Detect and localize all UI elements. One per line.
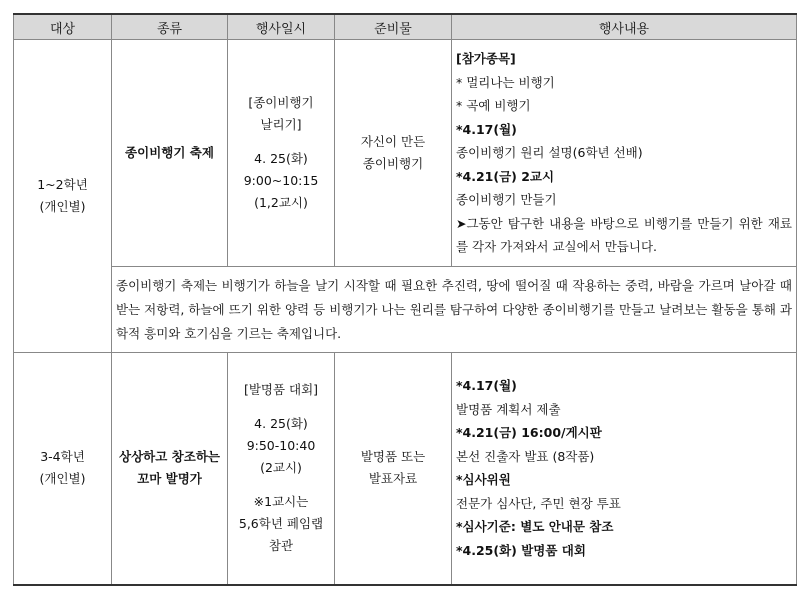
event-description: 종이비행기 축제는 비행기가 하늘을 날기 시작할 때 필요한 추진력, 땅에 떨어질 때 작용하는 중력, 바람을 가르며 날아갈 때 받는 저항력, 하늘에 뜨기 위한 양력 등 비행기가 나는 원리를 탐구하여 다양한 종이비행기를 만들고 날려보는 활동을 통해 과학적 흥미와 호기심을 기르는 축제입니다. <box>116 277 792 341</box>
content-cell <box>452 353 797 585</box>
content-line: *4.25(화) 발명품 대회 <box>456 542 586 558</box>
datetime-line: 참관 <box>268 538 294 554</box>
materials-line: 종이비행기 <box>362 156 424 171</box>
datetime-line: 9:00~10:15 <box>243 173 319 188</box>
header-row <box>14 14 797 40</box>
description-cell <box>112 267 797 353</box>
datetime-line: ※1교시는 <box>253 494 309 510</box>
datetime-cell <box>228 40 335 267</box>
table-row <box>14 353 797 585</box>
content-line: [참가종목] <box>456 51 516 67</box>
content-line: 본선 진출자 발표 (8작품) <box>456 448 595 464</box>
datetime-line: [종이비행기 <box>248 95 314 110</box>
content-cell <box>452 40 797 267</box>
materials-line: 발표자료 <box>368 471 418 487</box>
datetime-line: (1,2교시) <box>254 195 308 210</box>
content-line: 전문가 심사단, 주민 현장 투표 <box>456 495 621 511</box>
content-line: * 멀리나는 비행기 <box>456 74 555 90</box>
event-type: 상상하고 창조하는 <box>119 449 220 465</box>
datetime-line: 5,6학년 페임랩 <box>238 516 324 532</box>
datetime-line: (2교시) <box>260 460 302 476</box>
datetime-cell <box>228 353 335 585</box>
target-grade: 1~2학년 <box>37 177 88 192</box>
materials-cell <box>335 40 452 267</box>
content-line: *4.17(월) <box>456 121 517 137</box>
type-cell <box>112 353 228 585</box>
content-line: 종이비행기 만들기 <box>456 192 557 208</box>
target-group: (개인별) <box>39 471 86 487</box>
content-line: *4.21(금) 16:00/게시판 <box>456 425 602 441</box>
content-line: *심사기준: 별도 안내문 참조 <box>456 519 614 535</box>
datetime-line: 날리기] <box>260 117 302 132</box>
header-materials: 준비물 <box>335 14 452 40</box>
target-cell <box>14 40 112 353</box>
target-group: (개인별) <box>39 199 86 214</box>
header-target: 대상 <box>14 14 112 40</box>
materials-cell <box>335 353 452 585</box>
content-line: *심사위원 <box>456 472 511 488</box>
header-content: 행사내용 <box>452 14 797 40</box>
content-note: ➤그동안 탐구한 내용을 바탕으로 비행기를 만들기 위한 재료를 각자 가져와서 교실에서 만듭니다. <box>456 215 792 255</box>
target-grade: 3-4학년 <box>40 449 85 465</box>
event-type: 종이비행기 축제 <box>125 145 214 160</box>
header-datetime: 행사일시 <box>228 14 335 40</box>
datetime-line: 4. 25(화) <box>254 416 308 432</box>
content-line: 종이비행기 원리 설명(6학년 선배) <box>456 145 643 161</box>
table-row <box>14 267 797 353</box>
materials-line: 발명품 또는 <box>360 449 426 465</box>
header-type: 종류 <box>112 14 228 40</box>
event-type: 꼬마 발명가 <box>137 471 202 487</box>
datetime-line: 9:50-10:40 <box>246 438 316 454</box>
type-cell <box>112 40 228 267</box>
table-row <box>14 40 797 267</box>
content-line: *4.17(월) <box>456 378 517 394</box>
materials-line: 자신이 만든 <box>360 134 426 149</box>
content-line: *4.21(금) 2교시 <box>456 168 555 184</box>
content-line: * 곡예 비행기 <box>456 98 531 114</box>
datetime-line: [발명품 대회] <box>243 382 319 398</box>
content-line: 발명품 계획서 제출 <box>456 401 561 417</box>
event-table <box>13 13 797 586</box>
target-cell <box>14 353 112 585</box>
datetime-line: 4. 25(화) <box>254 151 308 166</box>
